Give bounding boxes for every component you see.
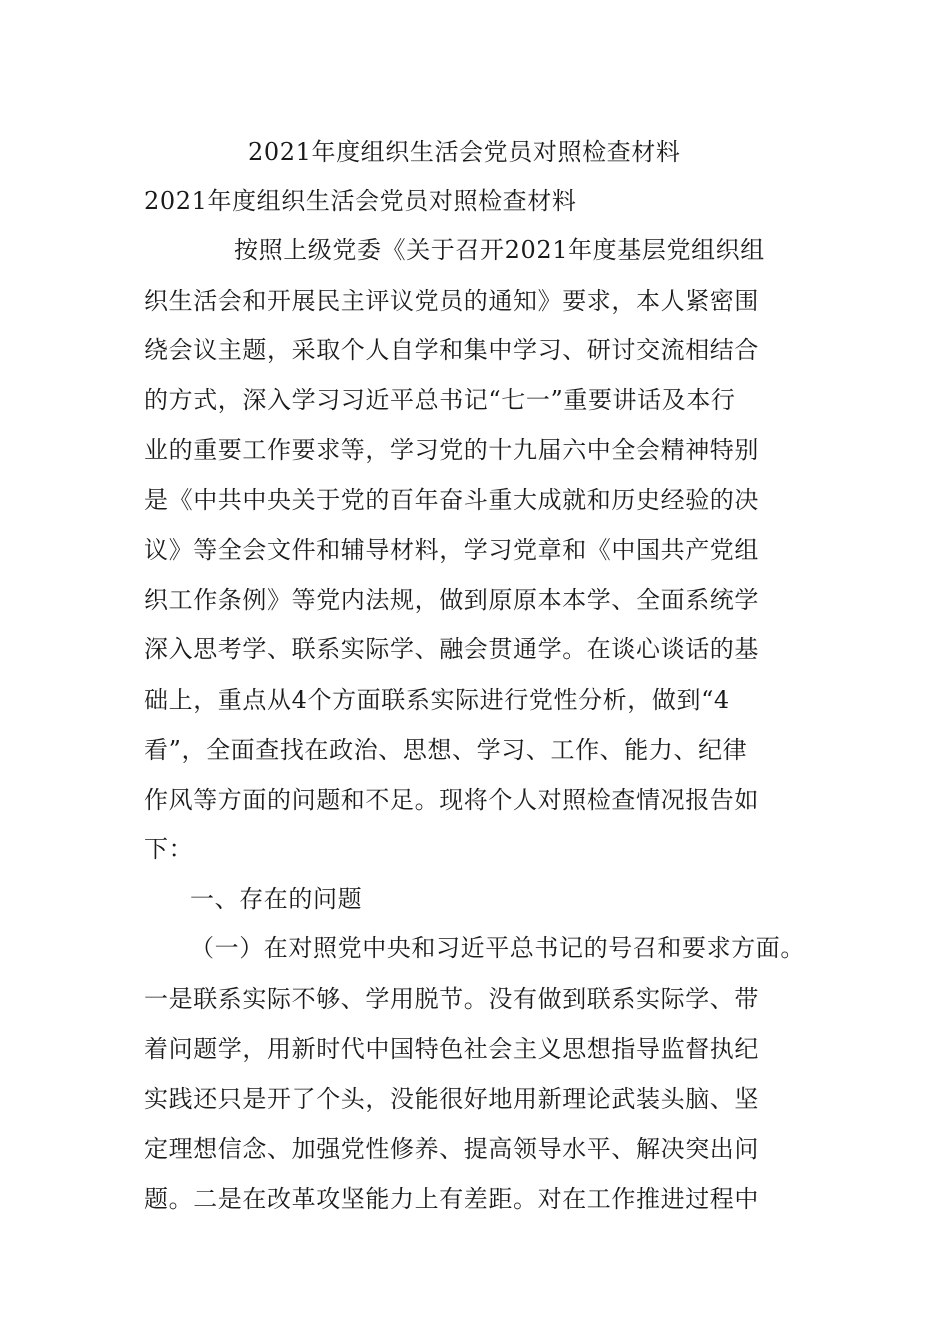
paragraph-line: 实践还只是开了个头，没能很好地用新理论武装头脑、坚	[144, 1085, 759, 1113]
document-subtitle: 2021年度组织生活会党员对照检查材料	[144, 187, 577, 215]
paragraph-line: 题。二是在改革攻坚能力上有差距。对在工作推进过程中	[144, 1185, 759, 1213]
paragraph-line: 一是联系实际不够、学用脱节。没有做到联系实际学、带	[144, 985, 759, 1013]
paragraph-line: 是《中共中央关于党的百年奋斗重大成就和历史经验的决	[144, 486, 759, 514]
paragraph-line: 看”，全面查找在政治、思想、学习、工作、能力、纪律	[144, 736, 748, 764]
paragraph-line: 下：	[144, 835, 194, 863]
paragraph-line: 的方式，深入学习习近平总书记“七一”重要讲话及本行	[144, 386, 736, 414]
document-title: 2021年度组织生活会党员对照检查材料	[248, 138, 681, 166]
paragraph-line: 业的重要工作要求等，学习党的十九届六中全会精神特别	[144, 436, 759, 464]
paragraph-line: 按照上级党委《关于召开2021年度基层党组织组	[234, 236, 765, 264]
paragraph-line: 作风等方面的问题和不足。现将个人对照检查情况报告如	[144, 786, 759, 814]
paragraph-line: 议》等全会文件和辅导材料，学习党章和《中国共产党组	[144, 536, 759, 564]
paragraph-line: 定理想信念、加强党性修养、提高领导水平、解决突出问	[144, 1135, 759, 1163]
paragraph-line: 深入思考学、联系实际学、融会贯通学。在谈心谈话的基	[144, 635, 759, 663]
paragraph-line: 础上，重点从4个方面联系实际进行党性分析，做到“4	[144, 686, 730, 714]
subsection-heading: （一）在对照党中央和习近平总书记的号召和要求方面。	[190, 934, 805, 962]
paragraph-line: 绕会议主题，采取个人自学和集中学习、研讨交流相结合	[144, 336, 759, 364]
paragraph-line: 织工作条例》等党内法规，做到原原本本学、全面系统学	[144, 586, 759, 614]
paragraph-line: 着问题学，用新时代中国特色社会主义思想指导监督执纪	[144, 1035, 759, 1063]
paragraph-line: 织生活会和开展民主评议党员的通知》要求，本人紧密围	[144, 287, 759, 315]
section-heading: 一、存在的问题	[190, 885, 363, 913]
